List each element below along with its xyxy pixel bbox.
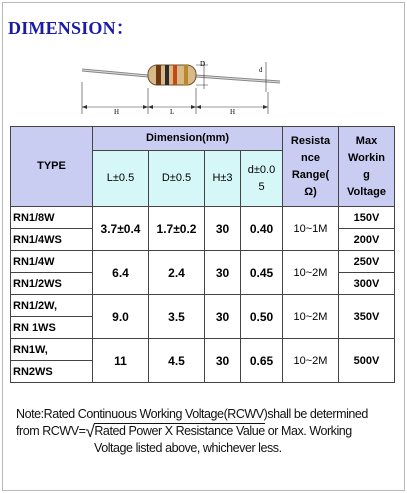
range-value: 10~2M (283, 339, 339, 383)
table-row (11, 251, 395, 273)
page-title: DIMENSION： (8, 18, 135, 38)
l-label: L (170, 108, 175, 116)
d-value: 4.5 (149, 339, 205, 383)
table-header-row (11, 127, 395, 151)
type-cell: RN1/2W, (11, 295, 93, 317)
l-subheader: L±0.5 (93, 151, 149, 207)
voltage-value: 150V (339, 207, 395, 229)
range-value: 10~2M (283, 295, 339, 339)
voltage-value: 500V (339, 339, 395, 383)
dimension-table (10, 126, 395, 383)
voltage-value: 250V (339, 251, 395, 273)
d-value: 2.4 (149, 251, 205, 295)
type-header: TYPE (11, 127, 93, 207)
voltage-header: Max Workin g Voltage (339, 127, 395, 207)
voltage-value: 300V (339, 273, 395, 295)
range-value: 10~2M (283, 251, 339, 295)
type-cell: RN2WS (11, 361, 93, 383)
h-value: 30 (205, 339, 241, 383)
voltage-value: 200V (339, 229, 395, 251)
l-value: 11 (93, 339, 149, 383)
resistance-header: Resista nce Range( Ω) (283, 127, 339, 207)
l-value: 3.7±0.4 (93, 207, 149, 251)
table-row (11, 295, 395, 317)
type-cell: RN1/8W (11, 207, 93, 229)
type-cell: RN1/2WS (11, 273, 93, 295)
note-line-1: Note:Rated Continuous Working Voltage(RCWV)shall be determined (16, 407, 368, 421)
dl-value: 0.40 (241, 207, 283, 251)
sqrt-sign (85, 423, 264, 441)
table-row (11, 207, 395, 229)
note-line-3: Voltage listed above, whichever less. (94, 441, 282, 455)
type-cell: RN1/4WS (11, 229, 93, 251)
voltage-value: 350V (339, 295, 395, 339)
radicand: Rated Power X Resistance Value (94, 423, 265, 438)
d-subheader: D±0.5 (149, 151, 205, 207)
l-value: 9.0 (93, 295, 149, 339)
d-value: 3.5 (149, 295, 205, 339)
color-band (156, 65, 161, 85)
table-row (11, 339, 395, 361)
dl-value: 0.45 (241, 251, 283, 295)
dl-value: 0.50 (241, 295, 283, 339)
h-value: 30 (205, 251, 241, 295)
dl-value: 0.65 (241, 339, 283, 383)
d-lead-label: d (259, 66, 263, 74)
color-band (184, 65, 188, 85)
color-band (165, 65, 169, 85)
h-right-label: H (230, 108, 236, 116)
h-value: 30 (205, 295, 241, 339)
dimension-header: Dimension(mm) (93, 127, 283, 151)
radical-icon: √ (85, 421, 95, 441)
d-value: 1.7±0.2 (149, 207, 205, 251)
resistor-body (148, 65, 196, 85)
range-value: 10~1M (283, 207, 339, 251)
dl-subheader: d±0.0 5 (241, 151, 283, 207)
type-cell: RN 1WS (11, 317, 93, 339)
type-cell: RN1W, (11, 339, 93, 361)
d-body-label: D (200, 60, 206, 68)
h-subheader: H±3 (205, 151, 241, 207)
color-band (173, 65, 177, 85)
note-line-2: from RCWV=√Rated Power X Resistance Value or Max. Working (16, 421, 352, 441)
h-value: 30 (205, 207, 241, 251)
rcwv-note (16, 406, 396, 457)
resistor-dimension-drawing (70, 52, 370, 120)
l-value: 6.4 (93, 251, 149, 295)
h-left-label: H (114, 108, 120, 116)
type-cell: RN1/4W (11, 251, 93, 273)
